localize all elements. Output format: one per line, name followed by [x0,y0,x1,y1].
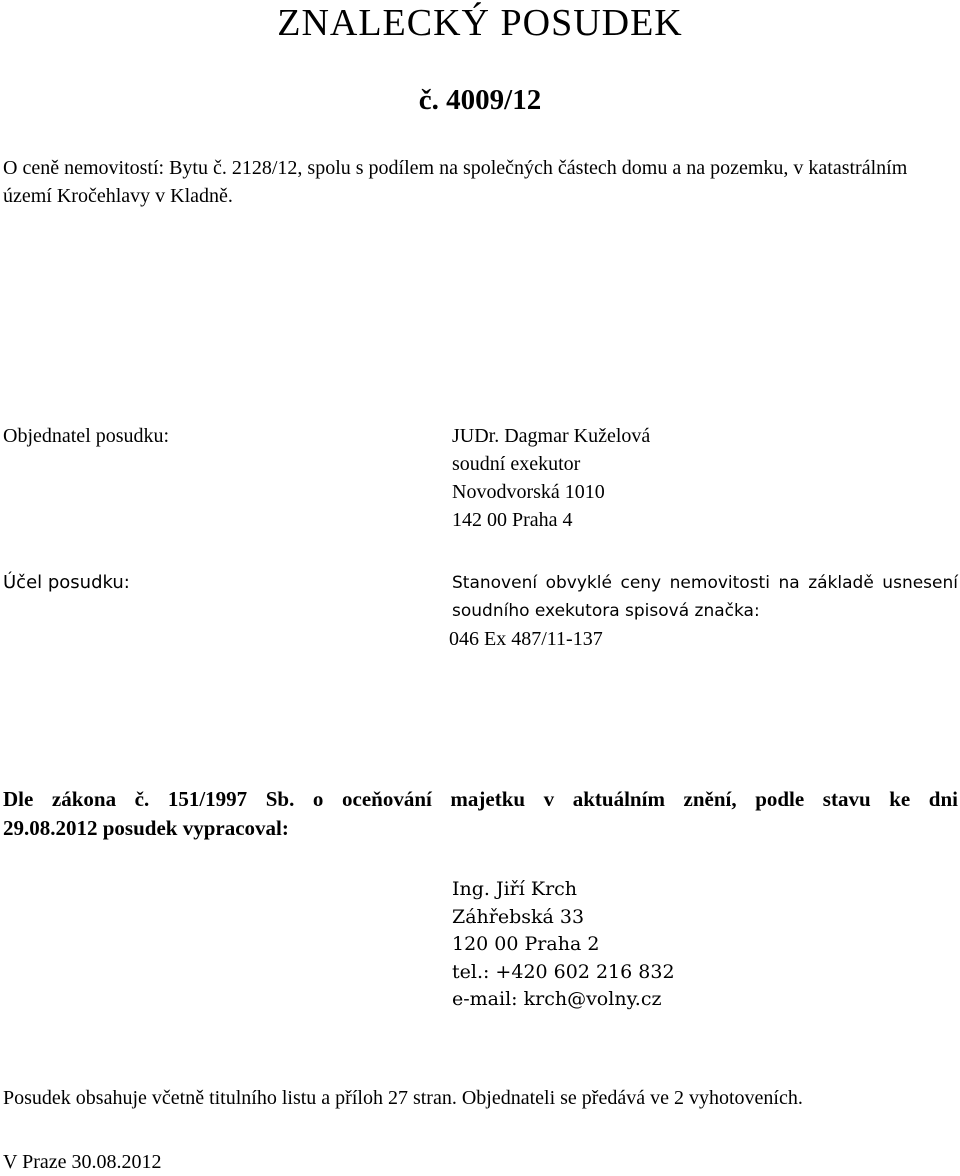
author-phone: tel.: +420 602 216 832 [452,960,675,983]
orderer-role: soudní exekutor [452,453,581,475]
author-city: 120 00 Praha 2 [452,933,600,955]
orderer-label: Objednatel posudku: [3,425,170,447]
orderer-address [452,422,650,534]
place-date: V Praze 30.08.2012 [3,1151,162,1173]
author-street: Záhřebská 33 [452,905,585,928]
author-name: Ing. Jiří Krch [452,878,578,900]
author-contact [452,876,675,1014]
document-subject: O ceně nemovitostí: Bytu č. 2128/12, spolu s podílem na společných částech domu a na pozemku, v katastrálním území Kročehlavy v Kladně. [3,157,908,207]
purpose-file-code: 046 Ex 487/11-137 [449,628,603,650]
law-statement-line2: 29.08.2012 posudek vypracoval: [3,816,289,840]
document-title: ZNALECKÝ POSUDEK [277,2,683,44]
law-statement [3,785,958,843]
orderer-street: Novodvorská 1010 [452,481,605,503]
purpose-text: Stanovení obvyklé ceny nemovitosti na základě usnesení soudního exekutora spisová značka: [452,573,958,621]
document-number: č. 4009/12 [418,84,542,116]
page-count-note: Posudek obsahuje včetně titulního listu a příloh 27 stran. Objednateli se předává ve 2 vyhotoveních. [3,1087,803,1109]
orderer-name: JUDr. Dagmar Kuželová [452,425,651,447]
purpose-description [449,569,958,653]
law-statement-line1: Dle zákona č. 151/1997 Sb. o oceňování majetku v aktuálním znění, podle stavu ke dni [3,787,958,811]
purpose-label: Účel posudku: [3,572,130,593]
orderer-city: 142 00 Praha 4 [452,509,573,531]
author-email: e-mail: krch@volny.cz [452,988,662,1010]
